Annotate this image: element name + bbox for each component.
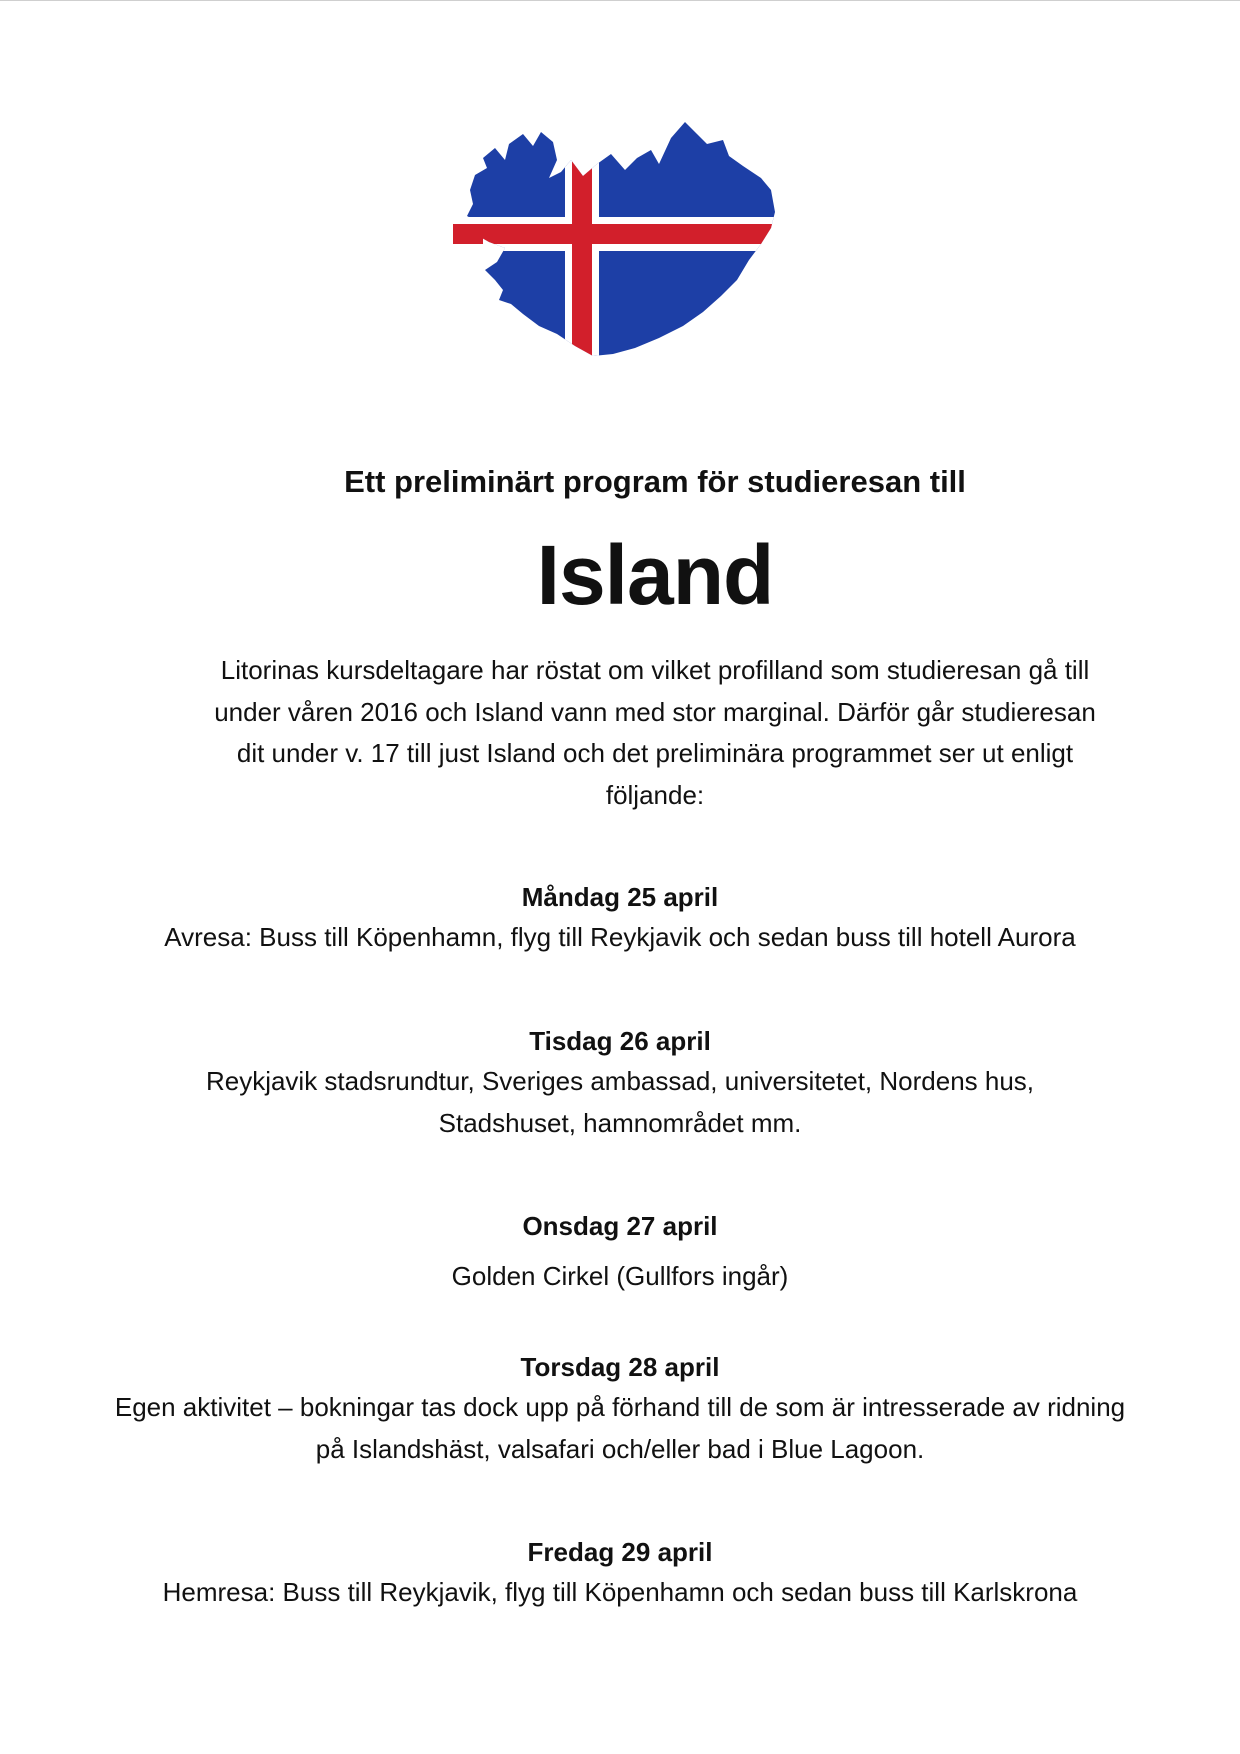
day-text: Reykjavik stadsrundtur, Sveriges ambassad, universitetet, Nordens hus, Stadshuset, hamnområdet mm. — [205, 1066, 1035, 1138]
document-title: Island — [536, 528, 774, 622]
day-text: Golden Cirkel (Gullfors ingår) — [451, 1261, 789, 1291]
day-text: Egen aktivitet – bokningar tas dock upp på förhand till de som är intresserade av ridning på Islandshäst, valsafari och/eller bad i Blue Lagoon. — [114, 1392, 1126, 1464]
day-heading: Onsdag 27 april — [522, 1211, 718, 1241]
day-text: Avresa: Buss till Köpenhamn, flyg till Reykjavik och sedan buss till hotell Aurora — [164, 922, 1076, 952]
intro-paragraph: Litorinas kursdeltagare har röstat om vilket profilland som studieresan gå till under våren 2016 och Island vann med stor marginal. Därför går studieresan dit under v. 17 till just Island och det preliminära programmet ser ut enligt följande: — [214, 655, 1096, 810]
schedule-day-monday — [60, 877, 1180, 959]
day-text: Hemresa: Buss till Reykjavik, flyg till Köpenhamn och sedan buss till Karlskrona — [162, 1577, 1078, 1607]
day-heading: Måndag 25 april — [521, 882, 719, 912]
schedule-day-thursday — [60, 1347, 1180, 1470]
iceland-flag-map-icon — [445, 120, 795, 370]
schedule-day-friday — [60, 1532, 1180, 1614]
schedule-day-tuesday — [60, 1021, 1180, 1144]
day-heading: Fredag 29 april — [527, 1537, 713, 1567]
document-subtitle: Ett preliminärt program för studieresan till — [344, 464, 966, 499]
day-heading: Torsdag 28 april — [520, 1352, 720, 1382]
day-heading: Tisdag 26 april — [529, 1026, 711, 1056]
schedule-day-wednesday — [60, 1206, 1180, 1298]
